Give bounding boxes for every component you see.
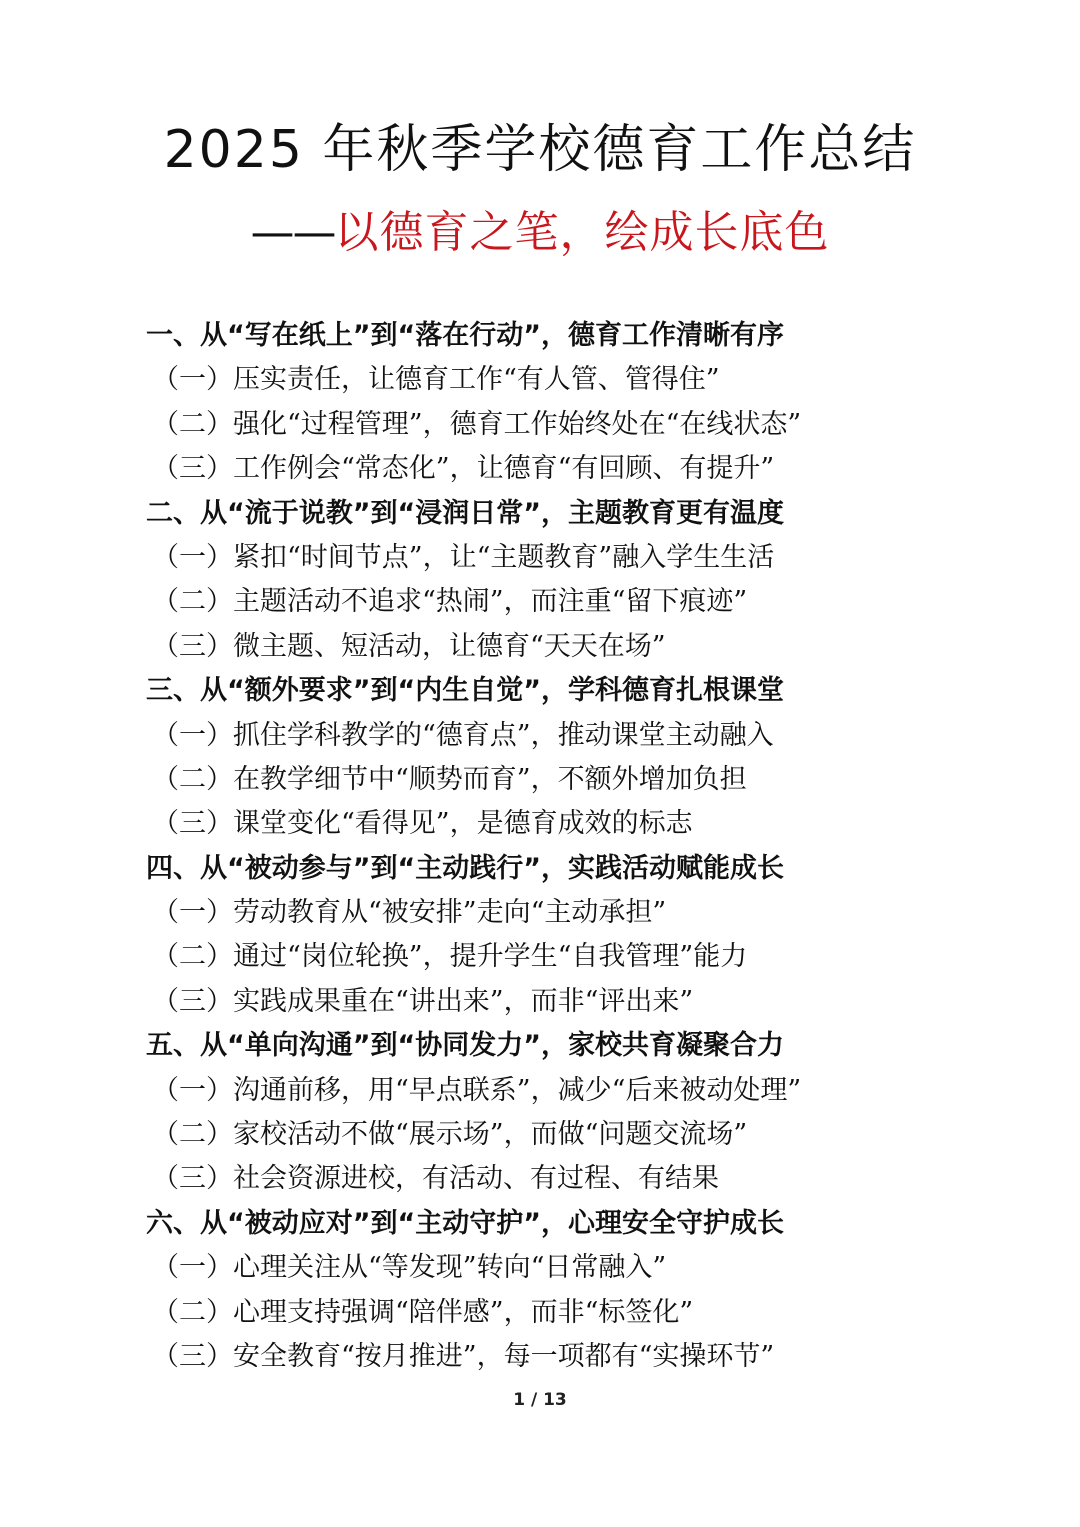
- section-item: （一）紧扣“时间节点”，让“主题教育”融入学生生活: [152, 541, 775, 573]
- section-item: （二）主题活动不追求“热闹”，而注重“留下痕迹”: [152, 586, 748, 618]
- section-item: （二）通过“岗位轮换”，提升学生“自我管理”能力: [152, 941, 748, 973]
- section: [146, 314, 1046, 492]
- section-item: （三）实践成果重在“讲出来”，而非“评出来”: [152, 985, 694, 1017]
- subtitle-text: 以德育之笔，绘成长底色: [334, 207, 830, 258]
- section: [146, 1024, 1046, 1202]
- subtitle-dash: ——: [250, 207, 335, 258]
- outline: [146, 314, 1046, 1379]
- document-subtitle: [0, 200, 1080, 266]
- section-heading: 五、从“单向沟通”到“协同发力”，家校共育凝聚合力: [146, 1030, 784, 1062]
- section: [146, 1202, 1046, 1380]
- section-heading: 二、从“流于说教”到“浸润日常”，主题教育更有温度: [146, 497, 784, 529]
- section-heading: 一、从“写在纸上”到“落在行动”，德育工作清晰有序: [146, 320, 784, 351]
- section: [146, 492, 1046, 670]
- section-item: （一）沟通前移，用“早点联系”，减少“后来被动处理”: [152, 1074, 802, 1106]
- section-item: （三）课堂变化“看得见”，是德育成效的标志: [152, 808, 693, 840]
- section-heading: 六、从“被动应对”到“主动守护”，心理安全守护成长: [146, 1207, 784, 1239]
- section-item: （二）家校活动不做“展示场”，而做“问题交流场”: [152, 1119, 748, 1151]
- section-item: （二）心理支持强调“陪伴感”，而非“标签化”: [152, 1296, 694, 1328]
- section-item: （一）抓住学科教学的“德育点”，推动课堂主动融入: [152, 719, 774, 751]
- section-item: （二）强化“过程管理”，德育工作始终处在“在线状态”: [152, 408, 802, 440]
- section-item: （三）工作例会“常态化”，让德育“有回顾、有提升”: [152, 453, 775, 485]
- section-item: （三）安全教育“按月推进”，每一项都有“实操环节”: [152, 1340, 775, 1372]
- page-number: 1 / 13: [513, 1390, 567, 1410]
- section-item: （一）压实责任，让德育工作“有人管、管得住”: [152, 364, 720, 396]
- document-title: 2025 年秋季学校德育工作总结: [163, 120, 917, 180]
- section: [146, 669, 1046, 847]
- section-item: （三）社会资源进校，有活动、有过程、有结果: [152, 1163, 719, 1195]
- section-heading: 四、从“被动参与”到“主动践行”，实践活动赋能成长: [146, 852, 784, 884]
- section: [146, 847, 1046, 1025]
- section-heading: 三、从“额外要求”到“内生自觉”，学科德育扎根课堂: [146, 675, 784, 707]
- section-item: （一）劳动教育从“被安排”走向“主动承担”: [152, 897, 667, 929]
- section-item: （二）在教学细节中“顺势而育”，不额外增加负担: [152, 763, 747, 795]
- section-item: （三）微主题、短活动，让德育“天天在场”: [152, 630, 666, 662]
- section-item: （一）心理关注从“等发现”转向“日常融入”: [152, 1252, 667, 1284]
